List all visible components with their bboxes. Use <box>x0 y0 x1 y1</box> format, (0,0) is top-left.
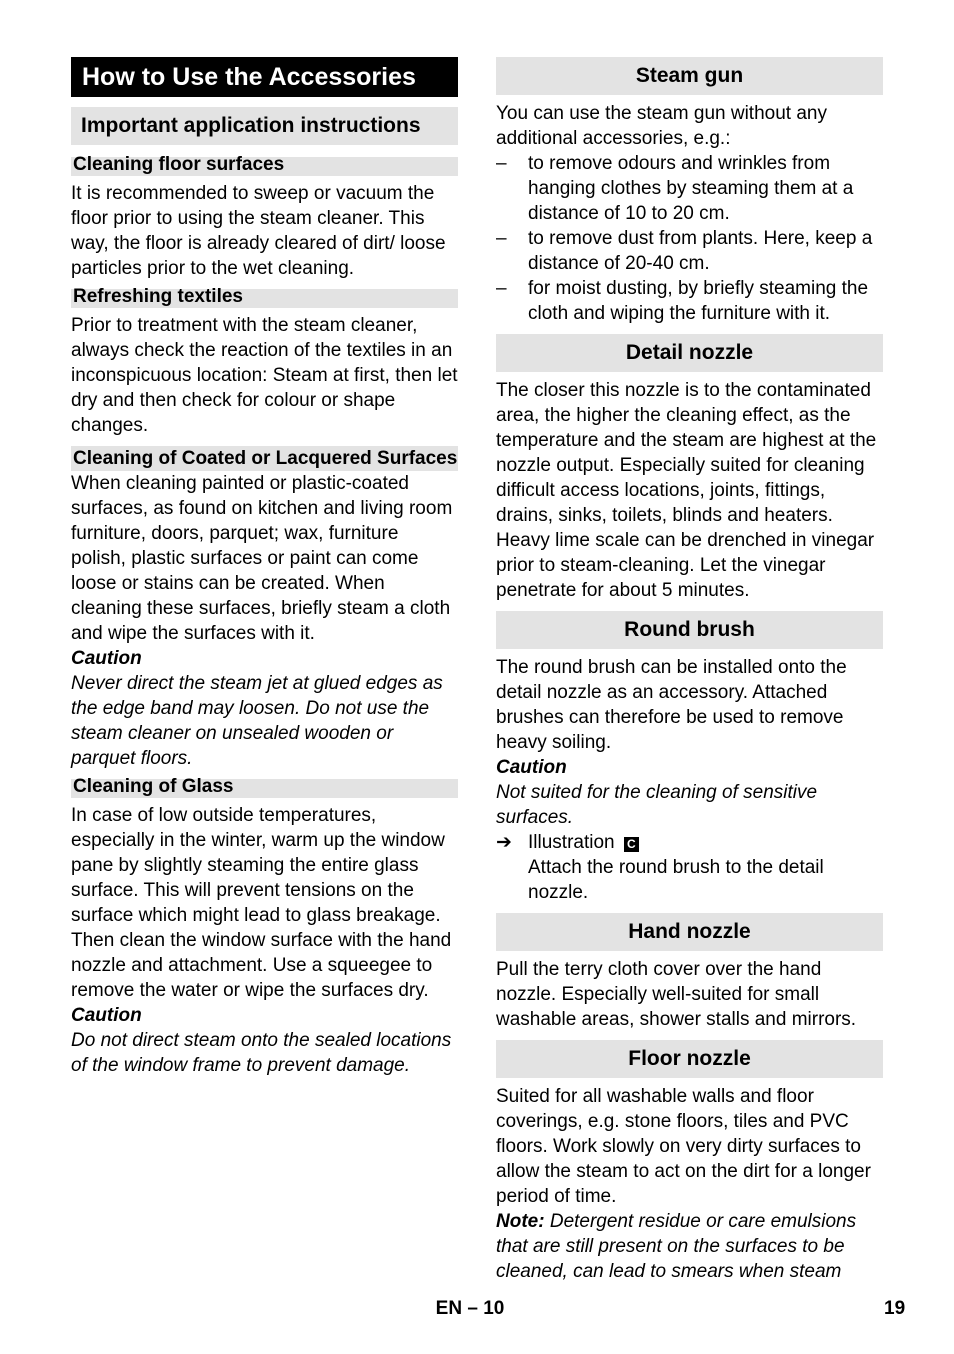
illustration-reference <box>496 830 883 855</box>
floor-surfaces-text: It is recommended to sweep or vacuum the floor prior to using the steam cleaner. This way, the floor is already cleared of dirt/ loose particles prior to the wet cleaning. <box>71 183 446 279</box>
arrow-right-icon: ➔ <box>496 832 512 853</box>
list-item <box>496 226 883 276</box>
hand-nozzle-text: Pull the terry cloth cover over the hand nozzle. Especially well-suited for small washable areas, shower stalls and mirrors. <box>496 959 857 1030</box>
subheading-coated-surfaces: Cleaning of Coated or Lacquered Surfaces <box>73 448 458 469</box>
list-item-text: to remove dust from plants. Here, keep a distance of 20-40 cm. <box>528 228 873 274</box>
caution-text: Never direct the steam jet at glued edges as the edge band may loosen. Do not use the steam cleaner on unsealed wooden or parquet floors. <box>71 673 443 769</box>
caution-heading: Caution <box>71 1005 142 1026</box>
list-item <box>496 151 883 226</box>
illustration-label: Illustration <box>528 832 615 853</box>
note-label: Note: <box>496 1211 545 1232</box>
section-heading-round-brush: Round brush <box>496 611 883 649</box>
subheading-floor-surfaces: Cleaning floor surfaces <box>71 157 458 176</box>
glass-text-2: Then clean the window surface with the hand nozzle and attachment. Use a squeegee to remove the water or wipe the surfaces dry. <box>71 930 452 1001</box>
list-item <box>496 276 883 326</box>
section-heading-hand-nozzle: Hand nozzle <box>496 913 883 951</box>
footer-section-page: EN – 10 <box>435 1298 505 1319</box>
refreshing-textiles-text: Prior to treatment with the steam cleaner, always check the reaction of the textiles in an inconspicuous location: Steam at first, then let dry and then check for colour or shape changes. <box>71 315 458 436</box>
section-heading-steam-gun: Steam gun <box>496 57 883 95</box>
section-heading-floor-nozzle: Floor nozzle <box>496 1040 883 1078</box>
note-text: Detergent residue or care emulsions that are still present on the surfaces to be cleaned, can lead to smears when steam <box>496 1211 857 1282</box>
page-title: How to Use the Accessories <box>71 57 458 97</box>
list-item-text: to remove odours and wrinkles from hanging clothes by steaming them at a distance of 10 to 20 cm. <box>528 153 854 224</box>
dash-bullet: – <box>496 228 507 249</box>
round-brush-text: The round brush can be installed onto the detail nozzle as an accessory. Attached brushes can therefore be used to remove heavy soiling. <box>496 657 847 753</box>
list-item-text: for moist dusting, by briefly steaming the cloth and wiping the furniture with it. <box>528 278 869 324</box>
caution-text: Do not direct steam onto the sealed locations of the window frame to prevent damage. <box>71 1030 452 1076</box>
floor-nozzle-text: Suited for all washable walls and floor coverings, e.g. stone floors, tiles and PVC floors. Work slowly on very dirty surfaces to allow the steam to act on the dirt for a longer period of time. <box>496 1086 871 1207</box>
subheading-refreshing-textiles: Refreshing textiles <box>71 289 458 308</box>
steam-gun-intro: You can use the steam gun without any additional accessories, e.g.: <box>496 103 827 149</box>
floor-nozzle-note <box>496 1209 883 1284</box>
caution-text: Not suited for the cleaning of sensitive surfaces. <box>496 782 818 828</box>
coated-surfaces-text: When cleaning painted or plastic-coated surfaces, as found on kitchen and living room furniture, doors, parquet; wax, furniture polish, plastic surfaces or paint can come loose or stains can be created. When cleaning these surfaces, briefly steam a cloth and wipe the surfaces with it. <box>71 473 453 644</box>
caution-heading: Caution <box>496 757 567 778</box>
dash-bullet: – <box>496 153 507 174</box>
subheading-cleaning-glass: Cleaning of Glass <box>71 779 458 798</box>
section-heading-important: Important application instructions <box>71 107 458 145</box>
illustration-text: Attach the round brush to the detail nozzle. <box>528 857 824 903</box>
caution-heading: Caution <box>71 648 142 669</box>
dash-bullet: – <box>496 278 507 299</box>
left-column <box>71 57 458 1078</box>
glass-text-1: In case of low outside temperatures, especially in the winter, warm up the window pane by slightly steaming the entire glass surface. This will prevent tensions on the surface which might lead to glass breakage. <box>71 805 445 926</box>
section-heading-detail-nozzle: Detail nozzle <box>496 334 883 372</box>
right-column <box>496 57 883 1284</box>
illustration-c-badge: C <box>624 837 639 852</box>
footer-page-number: 19 <box>884 1298 906 1319</box>
detail-nozzle-text: The closer this nozzle is to the contaminated area, the higher the cleaning effect, as the temperature and the steam are highest at the nozzle output. Especially suited for cleaning difficult access locations, joints, fittings, drains, sinks, toilets, blinds and heaters. Heavy lime scale can be drenched in vinegar prior to steam-cleaning. Let the vinegar penetrate for about 5 minutes. <box>496 380 877 601</box>
